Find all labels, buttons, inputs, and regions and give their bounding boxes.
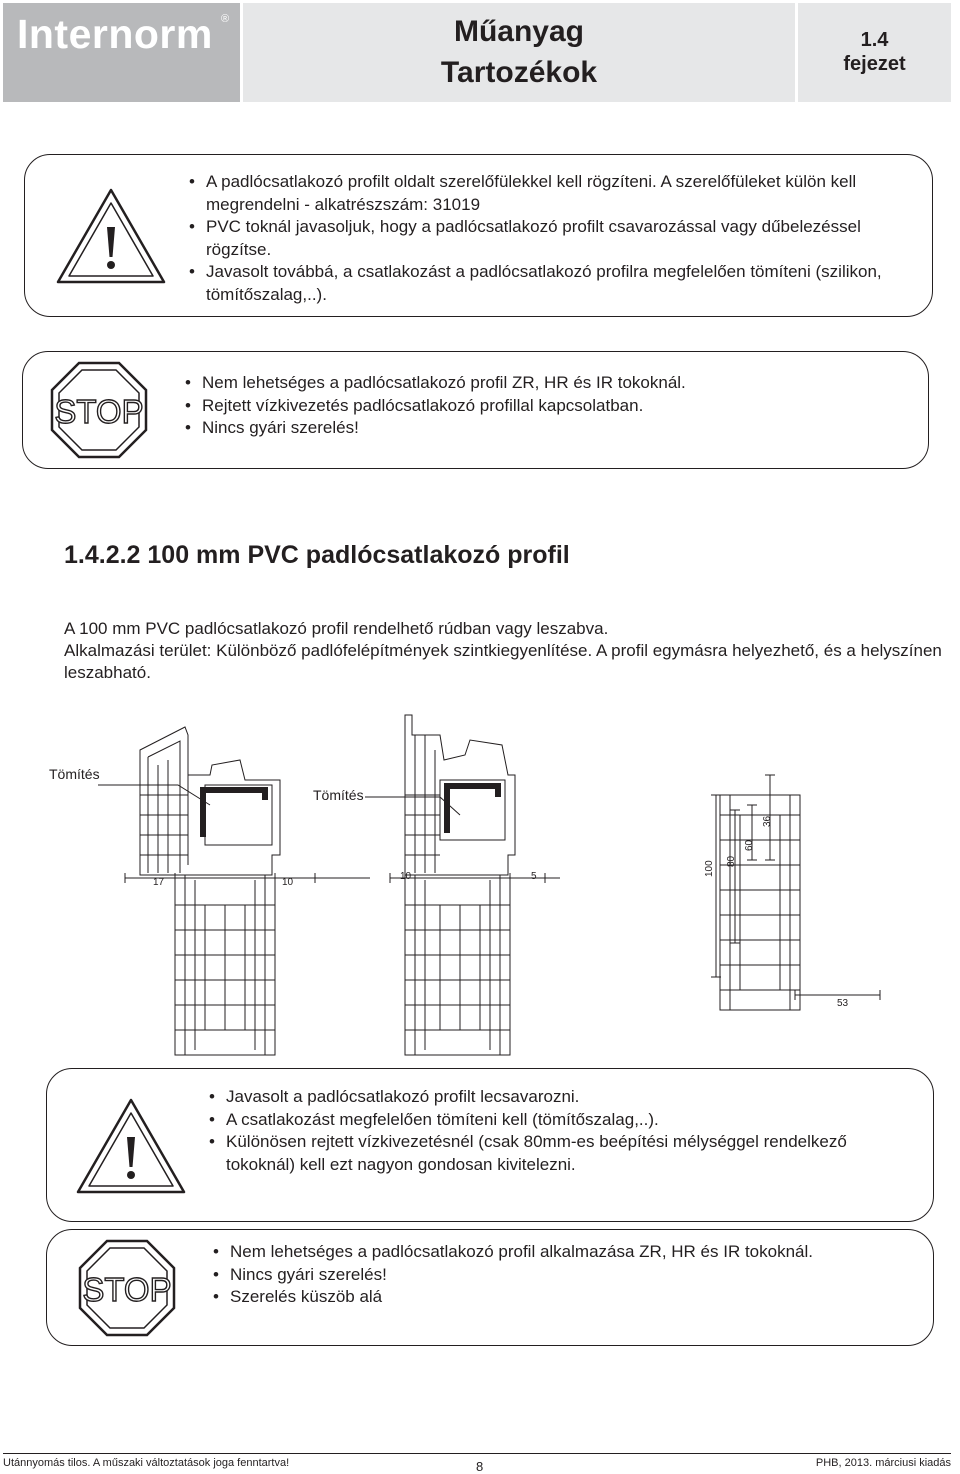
- stop-list-1: [185, 372, 905, 440]
- profile-drawing-svg: [40, 705, 920, 1065]
- list-item: • A padlócsatlakozó profilt oldalt szerelőfülekkel kell rögzíteni. A szerelőfüleket külön kell megrendelni - alkatrészszám: 31019: [189, 171, 929, 216]
- title-block: [243, 3, 795, 102]
- footer-divider: [3, 1453, 951, 1454]
- section-heading: 1.4.2.2 100 mm PVC padlócsatlakozó profil: [64, 541, 570, 569]
- stop-sign-icon: [78, 1239, 176, 1337]
- right-section-profile: [720, 795, 800, 1010]
- brand-logo: Internorm: [17, 11, 213, 57]
- dimension-label: 10: [400, 871, 412, 882]
- footer-copyright: Utánnyomás tilos. A műszaki változtatások joga fenntartva!: [3, 1457, 290, 1469]
- chapter-block: [798, 3, 951, 102]
- dimension-label: 10: [282, 877, 294, 888]
- warning-list-2: [209, 1086, 909, 1176]
- middle-sill-profile: [405, 875, 510, 1055]
- warning-box-1: [24, 154, 933, 317]
- list-item: • Különösen rejtett vízkivezetésnél (csak 80mm-es beépítési mélységgel rendelkező tokoknál) kell ezt nagyon gondosan kivitelezni.: [209, 1131, 909, 1176]
- left-window-profile: [140, 727, 280, 875]
- list-item: • Nem lehetséges a padlócsatlakozó profil alkalmazása ZR, HR és IR tokoknál.: [213, 1241, 913, 1264]
- warning-triangle-icon: [55, 187, 167, 285]
- stop-list-2: [213, 1241, 913, 1309]
- stop-sign-text: STOP: [54, 393, 144, 430]
- section-paragraph-2: Alkalmazási terület: Különböző padlófelépítmények szintkiegyenlítése. A profil egymásra helyezhető, és a helyszínen leszabható.: [64, 641, 942, 682]
- list-item: • Nem lehetséges a padlócsatlakozó profil ZR, HR és IR tokoknál.: [185, 372, 905, 395]
- page-number: 8: [476, 1459, 484, 1474]
- brand-block: [3, 3, 240, 102]
- list-item: • PVC toknál javasoljuk, hogy a padlócsatlakozó profilt csavarozással vagy dűbelezéssel rögzítse.: [189, 216, 929, 261]
- dimension-label: 60: [744, 839, 755, 851]
- page-title-line-1: Műanyag: [453, 15, 585, 48]
- list-item: • Rejtett vízkivezetés padlócsatlakozó profillal kapcsolatban.: [185, 395, 905, 418]
- dimension-label: 100: [704, 860, 715, 877]
- stop-box-1: [22, 351, 929, 469]
- seal-label-left: Tömítés: [49, 766, 100, 782]
- stop-box-2: [46, 1229, 934, 1346]
- warning-triangle-icon: [75, 1097, 187, 1195]
- list-item: • Nincs gyári szerelés!: [213, 1264, 913, 1287]
- section-paragraph-1: A 100 mm PVC padlócsatlakozó profil rendelhető rúdban vagy leszabva.: [64, 619, 609, 638]
- list-item: • A csatlakozást megfelelően tömíteni kell (tömítőszalag,..).: [209, 1109, 909, 1132]
- technical-drawing: [40, 705, 920, 1065]
- left-seal: [200, 787, 268, 837]
- stop-sign-icon: [50, 361, 148, 459]
- page-title-line-2: Tartozékok: [440, 56, 598, 89]
- dimension-label: 17: [153, 877, 165, 888]
- list-item: • Javasolt a padlócsatlakozó profilt lecsavarozni.: [209, 1086, 909, 1109]
- dimension-label: 53: [837, 998, 849, 1009]
- seal-label-middle: Tömítés: [313, 787, 364, 803]
- list-item: • Javasolt továbbá, a csatlakozást a padlócsatlakozó profilra megfelelően tömíteni (szilikon, tömítőszalag,..).: [189, 261, 929, 306]
- chapter-number: 1.4: [860, 29, 889, 51]
- dimension-lines: [125, 775, 880, 1000]
- page-header: [3, 3, 951, 102]
- footer-edition: PHB, 2013. márciusi kiadás: [815, 1457, 951, 1469]
- dimension-label: 36: [762, 815, 773, 827]
- list-item: • Szerelés küszöb alá: [213, 1286, 913, 1309]
- warning-box-2: [46, 1068, 934, 1222]
- chapter-label: fejezet: [843, 53, 906, 75]
- registered-mark: ®: [221, 13, 230, 25]
- stop-sign-text: STOP: [82, 1271, 172, 1308]
- warning-list-1: [189, 171, 929, 306]
- list-item: • Nincs gyári szerelés!: [185, 417, 905, 440]
- dimension-label: 5: [531, 871, 537, 882]
- dimension-label: 80: [726, 855, 737, 867]
